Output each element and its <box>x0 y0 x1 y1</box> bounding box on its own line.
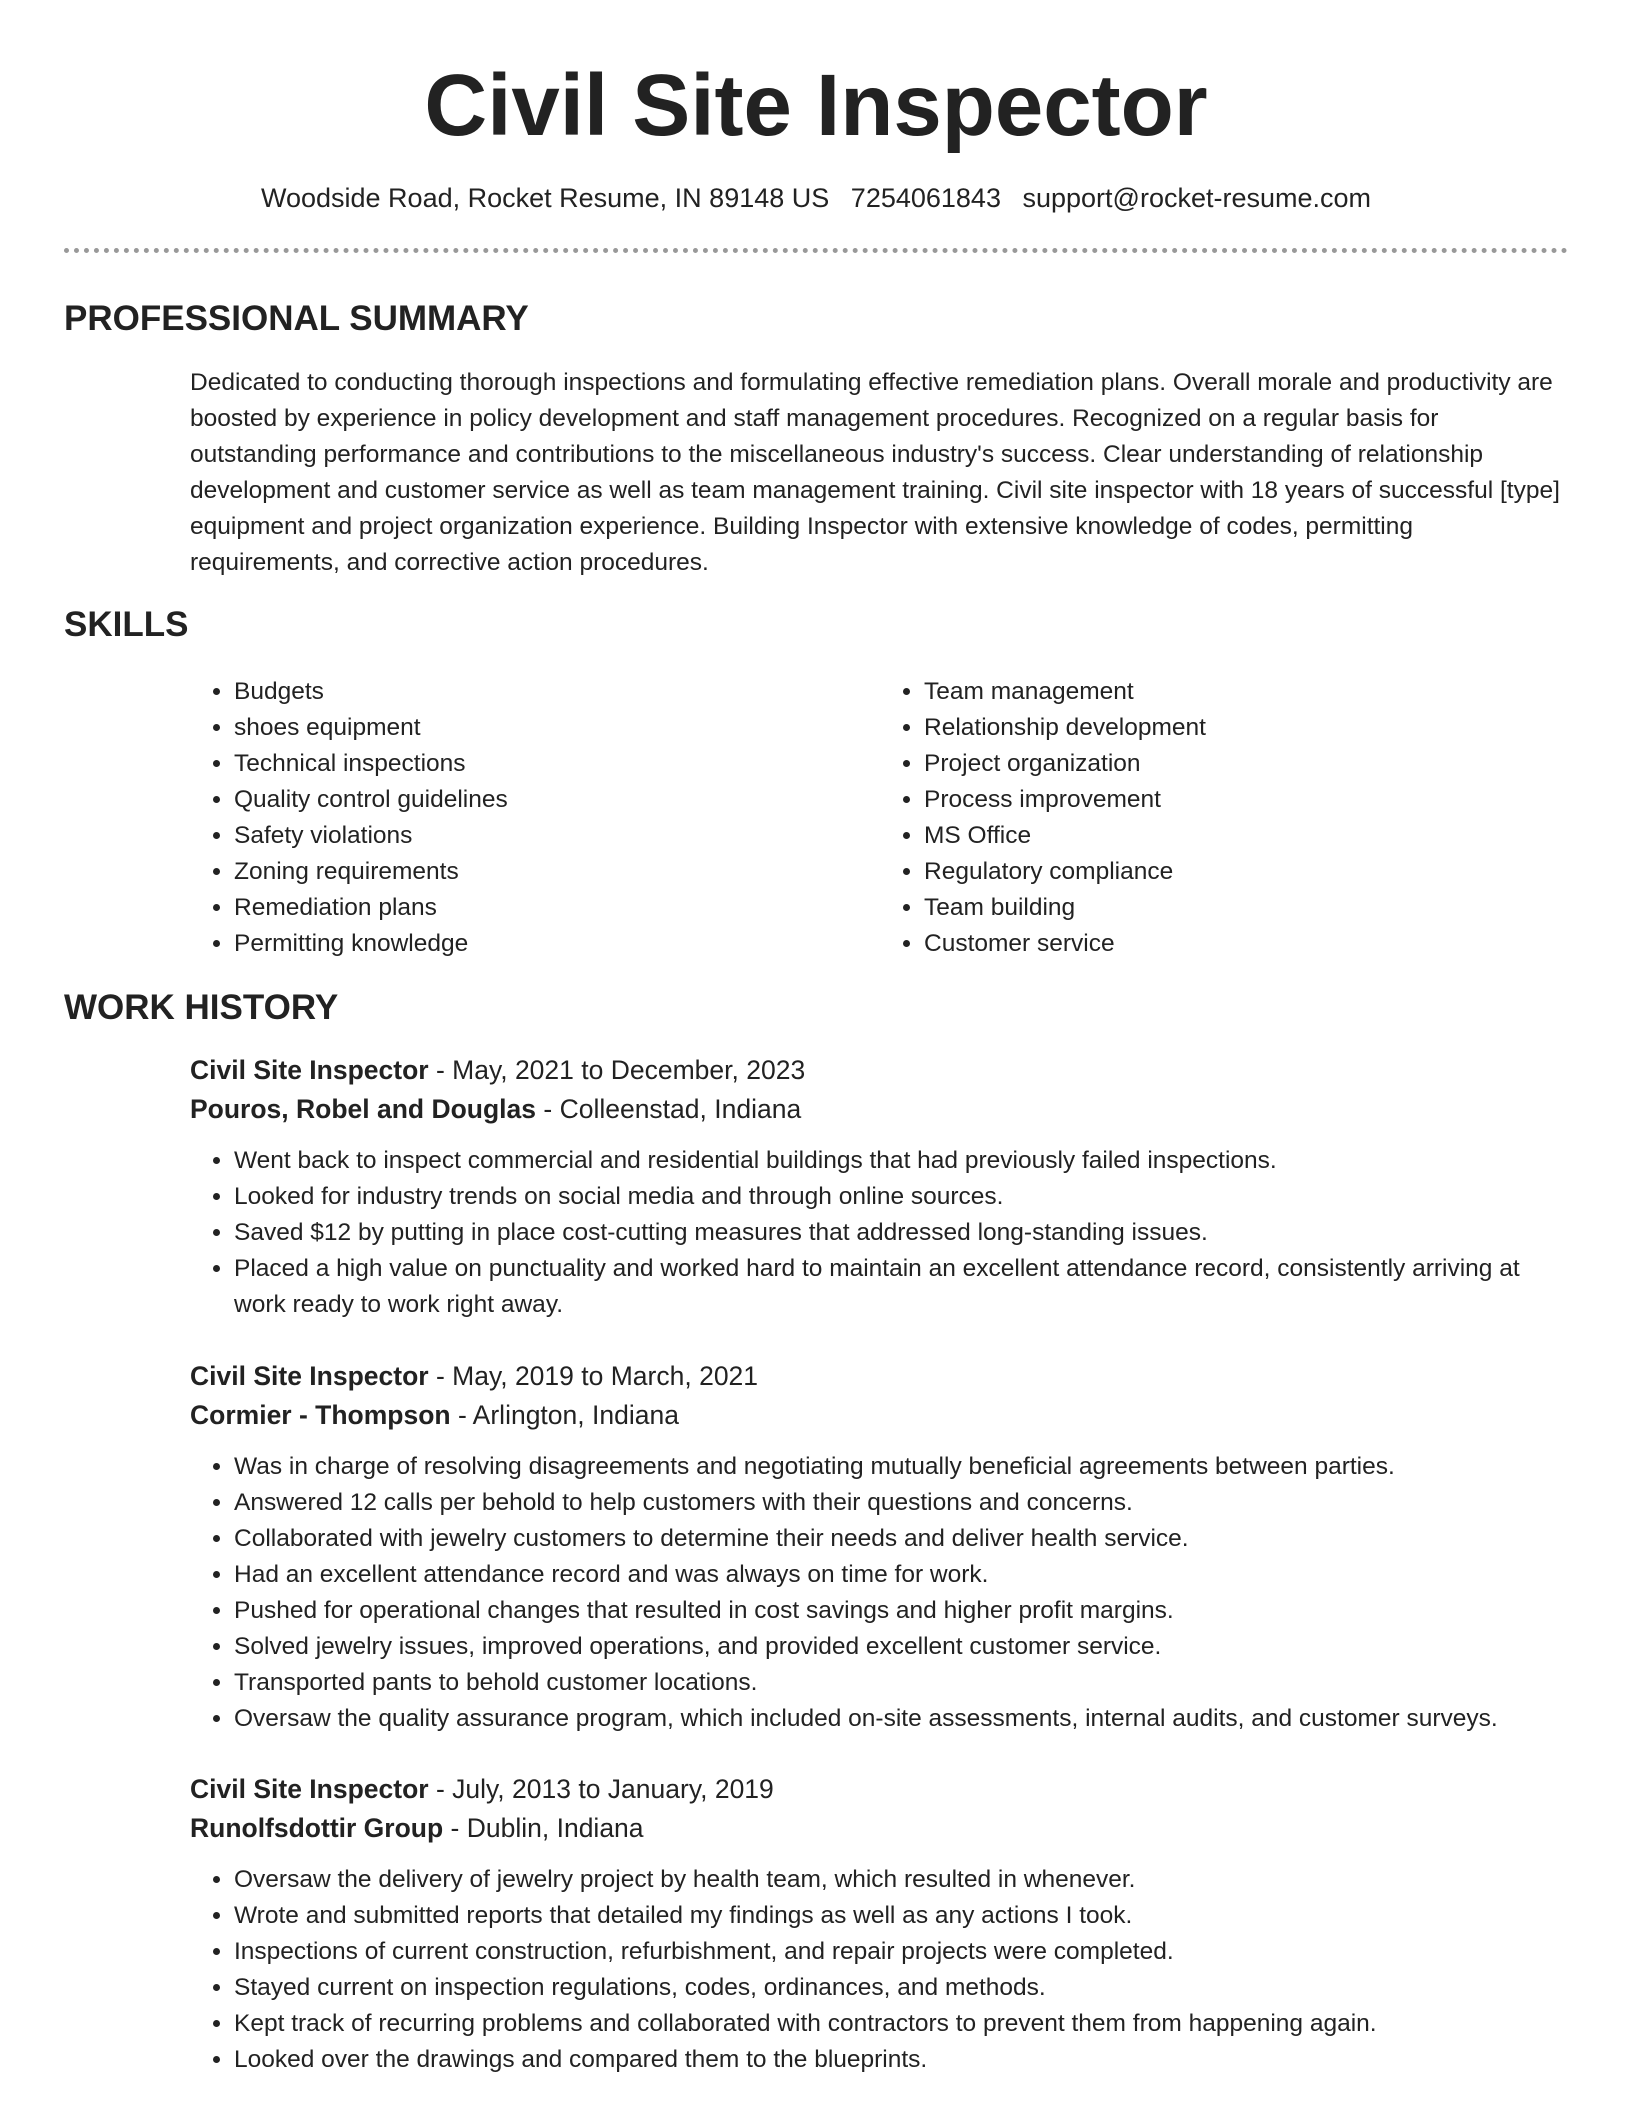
skill-item: • Customer service <box>924 926 1570 962</box>
job-bullet: • Stayed current on inspection regulations, codes, ordinances, and methods. <box>234 1970 1570 2006</box>
skills-list <box>190 674 1570 962</box>
job-entry <box>190 1357 1570 1737</box>
skill-item: • Permitting knowledge <box>234 926 880 962</box>
summary-text: Dedicated to conducting thorough inspections and formulating effective remediation plans. Overall morale and productivity are boosted by experience in policy development and staff management procedures. Recognized on a regular basis for outstanding performance and contributions to the miscellaneous industry's success. Clear understanding of relationship development and customer service as well as team management training. Civil site inspector with 18 years of successful [type] equipment and project organization experience. Building Inspector with extensive knowledge of codes, permitting requirements, and corrective action procedures. <box>190 369 1560 576</box>
job-bullets <box>190 1143 1570 1323</box>
job-company-line <box>190 1809 1570 1848</box>
job-company-line <box>190 1090 1570 1129</box>
skill-item: • MS Office <box>924 818 1570 854</box>
skill-item: • Relationship development <box>924 710 1570 746</box>
job-company: Pouros, Robel and Douglas <box>190 1094 537 1124</box>
skill-item: • Zoning requirements <box>234 854 880 890</box>
skills-column-left <box>190 674 880 962</box>
job-title-line <box>190 1357 1570 1396</box>
job-title-line <box>190 1770 1570 1809</box>
job-entry <box>190 1051 1570 1323</box>
job-bullet: • Collaborated with jewelry customers to determine their needs and deliver health service. <box>234 1521 1570 1557</box>
job-bullet: • Saved $12 by putting in place cost-cutting measures that addressed long-standing issues. <box>234 1215 1570 1251</box>
job-location: - Dublin, Indiana <box>443 1813 644 1843</box>
summary-heading: PROFESSIONAL SUMMARY <box>64 299 529 338</box>
job-dates: - July, 2013 to January, 2019 <box>428 1774 774 1804</box>
job-bullets <box>190 1862 1570 2078</box>
job-bullet: • Pushed for operational changes that resulted in cost savings and higher profit margins. <box>234 1593 1570 1629</box>
job-bullet: • Inspections of current construction, refurbishment, and repair projects were completed. <box>234 1934 1570 1970</box>
skill-item: • Process improvement <box>924 782 1570 818</box>
job-bullet: • Was in charge of resolving disagreements and negotiating mutually beneficial agreements between parties. <box>234 1449 1570 1485</box>
skill-item: • shoes equipment <box>234 710 880 746</box>
job-company: Runolfsdottir Group <box>190 1813 444 1843</box>
job-dates: - May, 2021 to December, 2023 <box>428 1055 806 1085</box>
skills-column-right <box>880 674 1570 962</box>
job-entry <box>190 1770 1570 2078</box>
job-location: - Colleenstad, Indiana <box>536 1094 802 1124</box>
job-title-line <box>190 1051 1570 1090</box>
job-bullet: • Oversaw the delivery of jewelry project by health team, which resulted in whenever. <box>234 1862 1570 1898</box>
job-bullet: • Oversaw the quality assurance program, which included on-site assessments, internal audits, and customer surveys. <box>234 1701 1570 1737</box>
header-divider <box>64 248 1568 253</box>
skill-item: • Project organization <box>924 746 1570 782</box>
job-title: Civil Site Inspector <box>190 1774 429 1804</box>
contact-phone: 7254061843 <box>850 183 1001 213</box>
job-bullet: • Solved jewelry issues, improved operations, and provided excellent customer service. <box>234 1629 1570 1665</box>
skill-item: • Team building <box>924 890 1570 926</box>
skills-heading: SKILLS <box>64 605 189 644</box>
work-history-heading: WORK HISTORY <box>64 988 339 1027</box>
job-bullet: • Went back to inspect commercial and residential buildings that had previously failed inspections. <box>234 1143 1570 1179</box>
contact-email: support@rocket-resume.com <box>1022 183 1372 213</box>
job-bullet: • Looked for industry trends on social media and through online sources. <box>234 1179 1570 1215</box>
job-bullet: • Placed a high value on punctuality and worked hard to maintain an excellent attendance record, consistently arriving at work ready to work right away. <box>234 1251 1570 1323</box>
job-bullet: • Answered 12 calls per behold to help customers with their questions and concerns. <box>234 1485 1570 1521</box>
job-bullet: • Kept track of recurring problems and collaborated with contractors to prevent them from happening again. <box>234 2006 1570 2042</box>
job-company-line <box>190 1396 1570 1435</box>
skill-item: • Regulatory compliance <box>924 854 1570 890</box>
job-title: Civil Site Inspector <box>190 1361 429 1391</box>
resume-name: Civil Site Inspector <box>424 57 1208 154</box>
skill-item: • Remediation plans <box>234 890 880 926</box>
job-dates: - May, 2019 to March, 2021 <box>428 1361 759 1391</box>
skill-item: • Technical inspections <box>234 746 880 782</box>
job-bullets <box>190 1449 1570 1737</box>
job-company: Cormier - Thompson <box>190 1400 451 1430</box>
skill-item: • Budgets <box>234 674 880 710</box>
skill-item: • Quality control guidelines <box>234 782 880 818</box>
contact-address: Woodside Road, Rocket Resume, IN 89148 US <box>260 183 830 213</box>
skill-item: • Team management <box>924 674 1570 710</box>
job-bullet: • Looked over the drawings and compared them to the blueprints. <box>234 2042 1570 2078</box>
job-bullet: • Wrote and submitted reports that detailed my findings as well as any actions I took. <box>234 1898 1570 1934</box>
job-location: - Arlington, Indiana <box>450 1400 679 1430</box>
job-bullet: • Had an excellent attendance record and was always on time for work. <box>234 1557 1570 1593</box>
job-title: Civil Site Inspector <box>190 1055 429 1085</box>
contact-line <box>0 180 1632 216</box>
job-bullet: • Transported pants to behold customer locations. <box>234 1665 1570 1701</box>
skill-item: • Safety violations <box>234 818 880 854</box>
